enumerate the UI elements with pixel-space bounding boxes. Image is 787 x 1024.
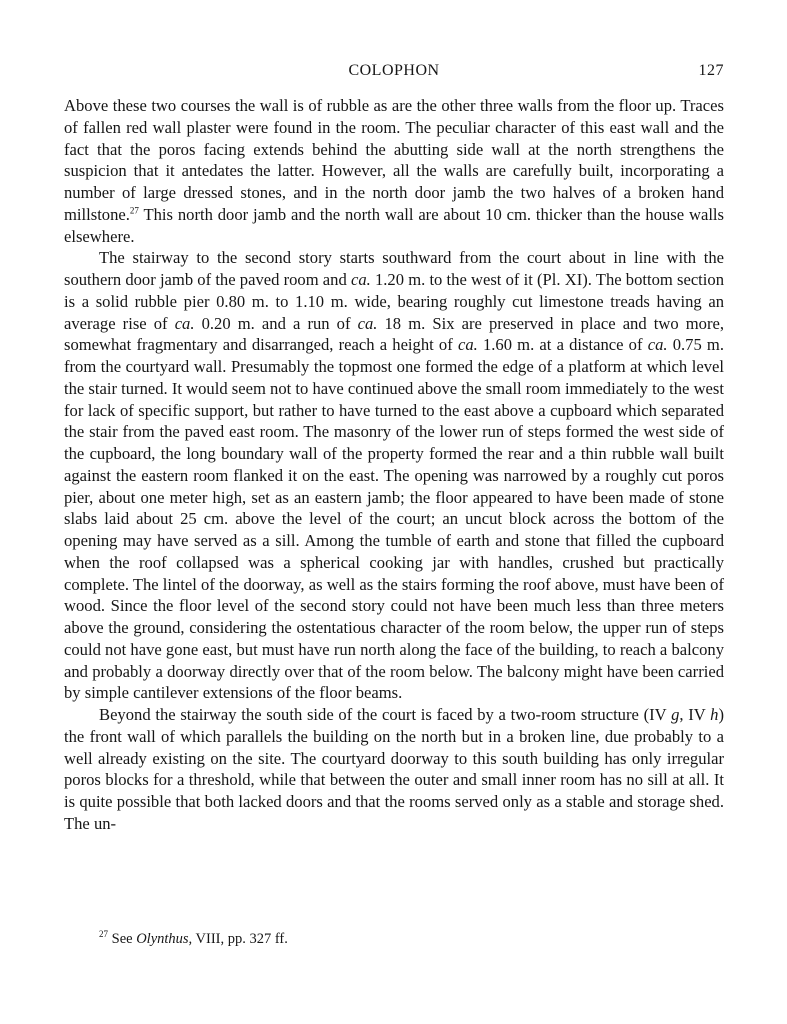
- running-title: COLOPHON: [348, 62, 440, 79]
- italic-text: ca.: [647, 335, 668, 355]
- footnote-work-title: Olynthus,: [136, 931, 193, 947]
- italic-text: ca.: [357, 313, 378, 333]
- footnote-reference: VIII, pp. 327 ff.: [192, 931, 288, 947]
- body-text: [64, 95, 724, 835]
- text-run: ) the front wall of which parallels the building on the north but in a broken line, due probably to a well already existing on the site. The courtyard doorway to this south building has only irregular poros blocks for a threshold, while that between the outer and small inner room has no sill at all. It is quite possible that both lacked doors and that the rooms served only as a stable and storage shed. The un-: [64, 705, 724, 833]
- text-run: The stairway to the second story starts southward from the court about in line with the southern door jamb of the paved room and: [64, 248, 724, 289]
- text-run: 1.20 m. to the west of it (Pl. XI). The bottom section is a solid rubble pier 0.80 m. to 1.10 m. wide, bearing roughly cut limestone treads having an average rise of: [64, 270, 724, 333]
- text-run: 18 m. Six are preserved in place and two more, somewhat fragmentary and disarranged, reach a height of: [64, 313, 724, 355]
- text-run: 0.20 m. and a run of: [194, 313, 358, 333]
- paragraph: [64, 247, 724, 704]
- text-run: This north door jamb and the north wall are about 10 cm. thicker than the house walls elsewhere.: [64, 204, 724, 246]
- text-run: 1.60 m. at a distance of: [477, 335, 648, 355]
- footnote-reference-mark: 27: [129, 205, 139, 216]
- italic-text: ca.: [457, 335, 478, 355]
- paragraph: [64, 95, 724, 247]
- page-number: 127: [698, 62, 724, 79]
- italic-text: g: [671, 705, 680, 724]
- paragraph: [64, 704, 724, 835]
- text-run: Beyond the stairway the south side of the court is faced by a two-room structure (IV: [99, 705, 672, 724]
- footnote-number: 27: [99, 929, 108, 940]
- italic-text: ca.: [174, 313, 195, 333]
- footnote-27: [99, 930, 724, 948]
- text-run: 0.75 m. from the courtyard wall. Presumably the topmost one formed the edge of a platform at which level the stair turned. It would seem not to have continued above the small room immediately to the west for lack of specific support, but rather to have turned to the east above a cupboard which separated the stair from the paved east room. The masonry of the lower run of steps formed the west side of the cupboard, the long boundary wall of the property formed the rear and a thin rubble wall built against the eastern room flanked it on the east. The opening was narrowed by a roughly cut poros pier, about one meter high, set as an eastern jamb; the floor appeared to have been made of stone slabs laid about 25 cm. above the level of the court; an uncut block across the bottom of the opening may have served as a sill. Among the tumble of earth and stone that filled the cupboard when the roof collapsed was a spherical cooking jar with handles, crushed but practically complete. The lintel of the doorway, as well as the stairs forming the roof above, must have been of wood. Since the floor level of the second story could not have been much less than three meters above the ground, considering the ostentatious character of the room below, the upper run of steps could not have gone east, but must have run north along the face of the building, to reach a balcony and probably a doorway directly over that of the room below. The balcony might have been carried by simple cantilever extensions of the floor beams.: [64, 335, 724, 703]
- running-head: [64, 62, 724, 84]
- italic-text: ca.: [350, 270, 371, 289]
- italic-text: h: [710, 705, 719, 724]
- text-run: , IV: [679, 705, 711, 724]
- text-run: Above these two courses the wall is of rubble as are the other three walls from the floor up. Traces of fallen red wall plaster were found in the room. The peculiar character of this east wall and the fact that the poros facing extends behind the abutting side wall at the north strengthens the suspicion that it antedates the latter. However, all the walls are carefully built, incorporating a number of large dressed stones, and in the north door jamb the two halves of a broken hand millstone.: [64, 96, 724, 224]
- footnote-prefix: See: [108, 931, 137, 947]
